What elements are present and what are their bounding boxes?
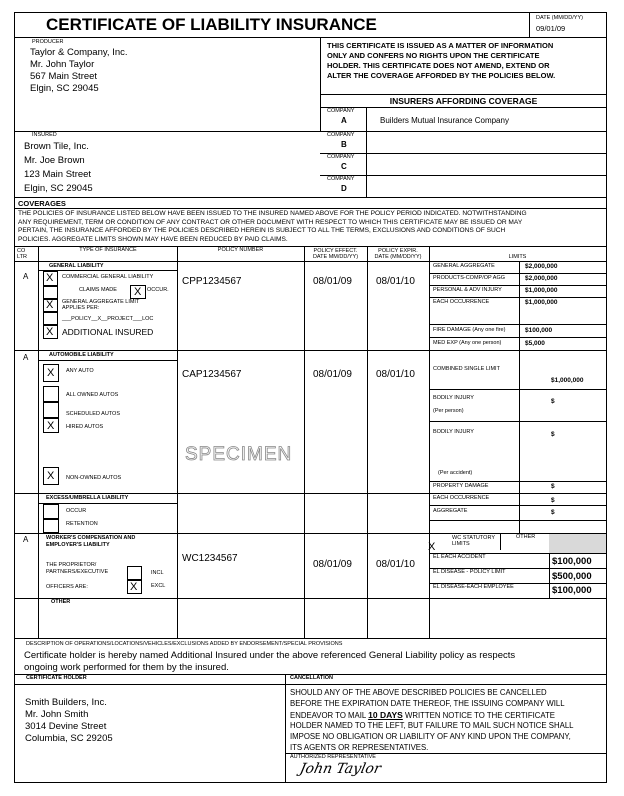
gl-title: GENERAL LIABILITY	[49, 263, 104, 269]
gl-limit-label: EACH OCCURRENCE	[433, 299, 490, 305]
gl-limit-label: MED EXP (Any one person)	[433, 340, 502, 346]
wc-limit-value: $500,000	[552, 571, 592, 582]
auto-bi-value: $	[551, 398, 555, 405]
date-label: DATE (MM/DD/YY)	[536, 15, 583, 21]
wc-limit-label: EL DISEASE - POLICY LIMIT	[433, 569, 506, 575]
insurer-letter-c: C	[341, 162, 347, 171]
wc-limit-label: EL EACH ACCIDENT	[433, 554, 486, 560]
gl-blank-checkbox[interactable]	[43, 286, 58, 299]
auto-csl-label: COMBINED SINGLE LIMIT	[433, 366, 500, 372]
gl-company-letter: A	[23, 272, 29, 281]
cancellation-line1: SHOULD ANY OF THE ABOVE DESCRIBED POLICIES BE CANCELLED	[290, 688, 547, 697]
insurer-name-a: Builders Mutual Insurance Company	[380, 116, 509, 125]
col-policy: POLICY NUMBER	[217, 247, 264, 253]
umbrella-each-label: EACH OCCURRENCE	[433, 495, 490, 501]
coverages-heading: COVERAGES	[18, 199, 66, 208]
auto-any-auto-checkbox[interactable]: X	[43, 364, 59, 382]
gl-additional-checkbox[interactable]: X	[43, 325, 58, 339]
gl-limit-value: $5,000	[525, 340, 545, 347]
gl-policy-number: CPP1234567	[182, 276, 242, 287]
auto-bi2-value: $	[551, 431, 555, 438]
wc-officers: OFFICERS ARE:	[46, 584, 88, 590]
gl-effective-date: 08/01/09	[313, 276, 352, 287]
gl-aggregate-applies: GENERAL AGGREGATE LIMIT APPLIES PER:	[62, 299, 140, 311]
cancellation-line5: IMPOSE NO OBLIGATION OR LIABILITY OF ANY KIND UPON THE COMPANY,	[290, 732, 571, 741]
holder-label: CERTIFICATE HOLDER	[26, 675, 87, 681]
umbrella-retention: RETENTION	[66, 521, 98, 527]
gl-expiration-date: 08/01/10	[376, 276, 415, 287]
wc-policy-number: WC1234567	[182, 553, 238, 564]
wc-title: WORKER'S COMPENSATION AND EMPLOYER'S LIABILITY	[46, 535, 136, 548]
auto-expiration-date: 08/01/10	[376, 369, 415, 380]
wc-statutory: WC STATUTORY LIMITS	[452, 535, 495, 547]
auto-per-accident: (Per accident)	[438, 470, 473, 476]
wc-shaded-cell	[549, 534, 606, 553]
col-effective: POLICY EFFECT. DATE MM/DD/YY)	[312, 248, 359, 260]
signature: John Taylor	[298, 761, 383, 777]
auto-scheduled-checkbox[interactable]	[43, 402, 59, 418]
auto-pd-label: PROPERTY DAMAGE	[433, 483, 489, 489]
wc-excl-checkbox[interactable]: X	[127, 580, 142, 594]
wc-excl: EXCL	[151, 583, 166, 589]
gl-occur-checkbox[interactable]: X	[130, 285, 146, 299]
insurer-letter-a: A	[341, 116, 347, 125]
wc-other: OTHER	[516, 534, 536, 540]
insurers-heading: INSURERS AFFORDING COVERAGE	[389, 96, 538, 106]
col-type: TYPE OF INSURANCE	[79, 247, 137, 253]
coverages-text: THE POLICIES OF INSURANCE LISTED BELOW HAVE BEEN ISSUED TO THE INSURED NAMED ABOVE FOR THE POLICY PERIOD INDICATED. NOTWITHSTANDING ANY REQUIREMENT, TERM OR CONDITION OF ANY CONTRACT OR OTHER DOCUMENT WITH RESPECT TO WHICH THIS CERTIFICATE MAY BE ISSUED OR MAY PERTAIN, THE INSURANCE AFFORDED BY THE POLICIES DESCRIBED HEREIN IS SUBJECT TO ALL THE TERMS, EXCLUSIONS AND CONDITIONS OF SUCH POLICIES. AGGREGATE LIMITS SHOWN MAY HAVE BEEN REDUCED BY PAID CLAIMS.	[18, 210, 527, 243]
gl-limit-value: $2,000,000	[525, 263, 558, 270]
gl-limit-value: $2,000,000	[525, 275, 558, 282]
auto-bi-sub: (Per person)	[433, 408, 464, 414]
producer-address: Taylor & Company, Inc. Mr. John Taylor 567 Main Street Elgin, SC 29045	[30, 47, 128, 94]
specimen-watermark: SPECIMEN	[185, 444, 293, 465]
insured-label: INSURED	[32, 132, 57, 138]
umbrella-occur-checkbox[interactable]	[43, 504, 59, 519]
company-label: COMPANY	[327, 108, 355, 114]
auto-non-owned: NON-OWNED AUTOS	[66, 475, 122, 481]
auto-bi2-label: BODILY INJURY	[433, 429, 474, 435]
other-label: OTHER	[51, 599, 71, 605]
gl-limit-label: GENERAL AGGREGATE	[433, 263, 495, 269]
producer-label: PRODUCER	[32, 39, 64, 45]
gl-policy-project-loc: ___POLICY__X__PROJECT___LOC	[62, 316, 154, 322]
wc-proprietor: THE PROPRIETOR/ PARTNERS/EXECUTIVE	[46, 562, 109, 575]
description-label: DESCRIPTION OF OPERATIONS/LOCATIONS/VEHICLES/EXCLUSIONS ADDED BY ENDORSEMENT/SPECIAL PROVISIONS	[26, 641, 343, 647]
col-expiration: POLICY EXPIR. DATE (MM/DD/YY)	[374, 248, 422, 260]
umbrella-each-value: $	[551, 497, 555, 504]
gl-limit-value: $1,000,000	[525, 299, 558, 306]
gl-limit-label: FIRE DAMAGE (Any one fire)	[433, 327, 506, 333]
gl-additional-insured: ADDITIONAL INSURED	[62, 327, 154, 337]
description-text: Certificate holder is hereby named Additional Insured under the above referenced General Liability policy as respects ongoing work performed for them by the insured.	[24, 650, 516, 673]
auto-pd-value: $	[551, 483, 555, 490]
wc-expiration-date: 08/01/10	[376, 559, 415, 570]
insurer-letter-d: D	[341, 184, 347, 193]
authorized-representative-label: AUTHORIZED REPRESENTATIVE	[290, 754, 376, 760]
gl-commercial-checkbox[interactable]: X	[43, 271, 58, 286]
cancellation-line4: HOLDER NAMED TO THE LEFT, BUT FAILURE TO MAIL SUCH NOTICE SHALL	[290, 721, 574, 730]
auto-title: AUTOMOBILE LIABILITY	[49, 352, 114, 358]
insurer-letter-b: B	[341, 140, 347, 149]
cancellation-line2: BEFORE THE EXPIRATION DATE THEREOF, THE ISSUING COMPANY WILL	[290, 699, 565, 708]
gl-limit-label: PERSONAL & ADV INJURY	[433, 287, 502, 293]
auto-company-letter: A	[23, 353, 29, 362]
wc-limit-value: $100,000	[552, 556, 592, 567]
umbrella-title: EXCESS/UMBRELLA LIABILITY	[46, 495, 129, 501]
wc-incl-checkbox[interactable]	[127, 566, 142, 580]
auto-any-auto: ANY AUTO	[66, 368, 94, 374]
auto-hired-checkbox[interactable]: X	[43, 418, 59, 433]
cancellation-line6: ITS AGENTS OR REPRESENTATIVES.	[290, 743, 429, 752]
company-label: COMPANY	[327, 176, 355, 182]
wc-incl: INCL	[151, 570, 164, 576]
gl-occur-label: OCCUR.	[147, 287, 169, 293]
company-label: COMPANY	[327, 132, 355, 138]
auto-policy-number: CAP1234567	[182, 369, 242, 380]
umbrella-agg-label: AGGREGATE	[433, 508, 468, 514]
wc-company-letter: A	[23, 535, 29, 544]
wc-statutory-x: X	[428, 541, 436, 553]
gl-commercial-label: COMMERCIAL GENERAL LIABILITY	[62, 274, 154, 280]
auto-all-owned-checkbox[interactable]	[43, 386, 59, 402]
gl-limit-value: $100,000	[525, 327, 553, 334]
wc-limit-value: $100,000	[552, 585, 592, 596]
umbrella-retention-checkbox[interactable]	[43, 519, 59, 533]
gl-limit-value: $1,000,000	[525, 287, 558, 294]
umbrella-agg-value: $	[551, 509, 555, 516]
auto-csl-value: $1,000,000	[551, 377, 584, 384]
auto-bi-label: BODILY INJURY	[433, 395, 474, 401]
auto-all-owned: ALL OWNED AUTOS	[66, 392, 119, 398]
col-co-ltr: CO LTR	[17, 248, 27, 260]
company-label: COMPANY	[327, 154, 355, 160]
certificate-title: CERTIFICATE OF LIABILITY INSURANCE	[46, 15, 377, 34]
notice-days: 10 DAYS	[368, 710, 403, 720]
auto-non-owned-checkbox[interactable]: X	[43, 467, 59, 485]
gl-aggregate-checkbox[interactable]: X	[43, 299, 58, 312]
umbrella-occur: OCCUR	[66, 508, 87, 514]
auto-scheduled: SCHEDULED AUTOS	[66, 411, 120, 417]
auto-hired: HIRED AUTOS	[66, 424, 104, 430]
insured-address: Brown Tile, Inc. Mr. Joe Brown 123 Main Street Elgin, SC 29045	[24, 141, 93, 194]
cancellation-line3: ENDEAVOR TO MAIL 10 DAYS WRITTEN NOTICE TO THE CERTIFICATE	[290, 710, 555, 720]
gl-blank-checkbox-2[interactable]	[43, 312, 58, 325]
cancellation-label: CANCELLATION	[290, 675, 333, 681]
holder-address: Smith Builders, Inc. Mr. John Smith 3014 Devine Street Columbia, SC 29205	[25, 697, 113, 744]
certificate-notice: THIS CERTIFICATE IS ISSUED AS A MATTER OF INFORMATION ONLY AND CONFERS NO RIGHTS UPON THE CERTIFICATE HOLDER. THIS CERTIFICATE DOES NOT AMEND, EXTEND OR ALTER THE COVERAGE AFFORDED BY THE POLICIES BELOW.	[327, 41, 556, 80]
gl-limit-label: PRODUCTS-COMP/OP AGG	[433, 275, 506, 281]
date-value: 09/01/09	[536, 24, 566, 33]
gl-claims-made-label: CLAIMS MADE	[79, 287, 117, 293]
wc-limit-label: EL DISEASE-EACH EMPLOYEE	[433, 584, 514, 590]
wc-effective-date: 08/01/09	[313, 559, 352, 570]
auto-effective-date: 08/01/09	[313, 369, 352, 380]
col-limits: LIMITS	[508, 254, 527, 260]
